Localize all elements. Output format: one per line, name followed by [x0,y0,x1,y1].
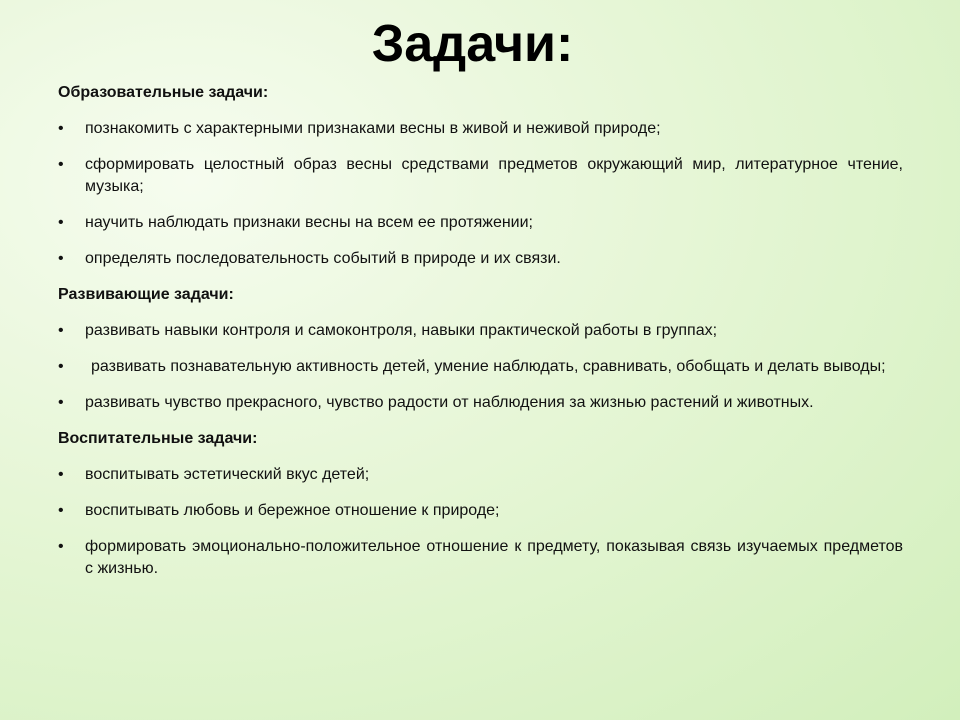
list-item [58,356,903,378]
bullet-icon: • [58,358,64,375]
section-heading: Развивающие задачи: [58,286,234,303]
slide-title: Задачи: [371,15,574,73]
bullet-icon: • [58,466,64,483]
list-item [58,320,903,342]
list-item [58,154,903,198]
task-list [58,320,903,414]
list-item-text: развивать познавательную активность детей, умение наблюдать, сравнивать, обобщать и делать выводы; [91,358,886,375]
list-item-text: определять последовательность событий в природе и их связи. [85,250,561,267]
bullet-icon: • [58,120,64,137]
section-upbringing [58,428,903,580]
bullet-icon: • [58,214,64,231]
bullet-icon: • [58,502,64,519]
list-item [58,392,903,414]
list-item-text: развивать чувство прекрасного, чувство радости от наблюдения за жизнью растений и животных. [85,394,814,411]
list-item [58,248,903,270]
section-developmental [58,284,903,414]
list-item-text: воспитывать любовь и бережное отношение к природе; [85,502,500,519]
list-item-text: научить наблюдать признаки весны на всем ее протяжении; [85,214,533,231]
task-list [58,464,903,580]
list-item-text: познакомить с характерными признаками весны в живой и неживой природе; [85,120,661,137]
bullet-icon: • [58,250,64,267]
list-item-text: формировать эмоционально-положительное отношение к предмету, показывая связь изучаемых предметов с жизнью. [85,538,903,577]
bullet-icon: • [58,156,64,173]
section-heading: Образовательные задачи: [58,84,269,101]
bullet-icon: • [58,538,64,555]
list-item-text: развивать навыки контроля и самоконтроля, навыки практической работы в группах; [85,322,718,339]
slide-content [58,80,903,580]
list-item [58,118,903,140]
list-item-text: воспитывать эстетический вкус детей; [85,466,370,483]
section-educational [58,82,903,270]
list-item [58,500,903,522]
list-item [58,536,903,580]
section-heading: Воспитательные задачи: [58,430,258,447]
list-item [58,464,903,486]
bullet-icon: • [58,394,64,411]
list-item [58,212,903,234]
list-item-text: сформировать целостный образ весны средствами предметов окружающий мир, литературное чтение, музыка; [85,156,903,195]
task-list [58,118,903,270]
bullet-icon: • [58,322,64,339]
